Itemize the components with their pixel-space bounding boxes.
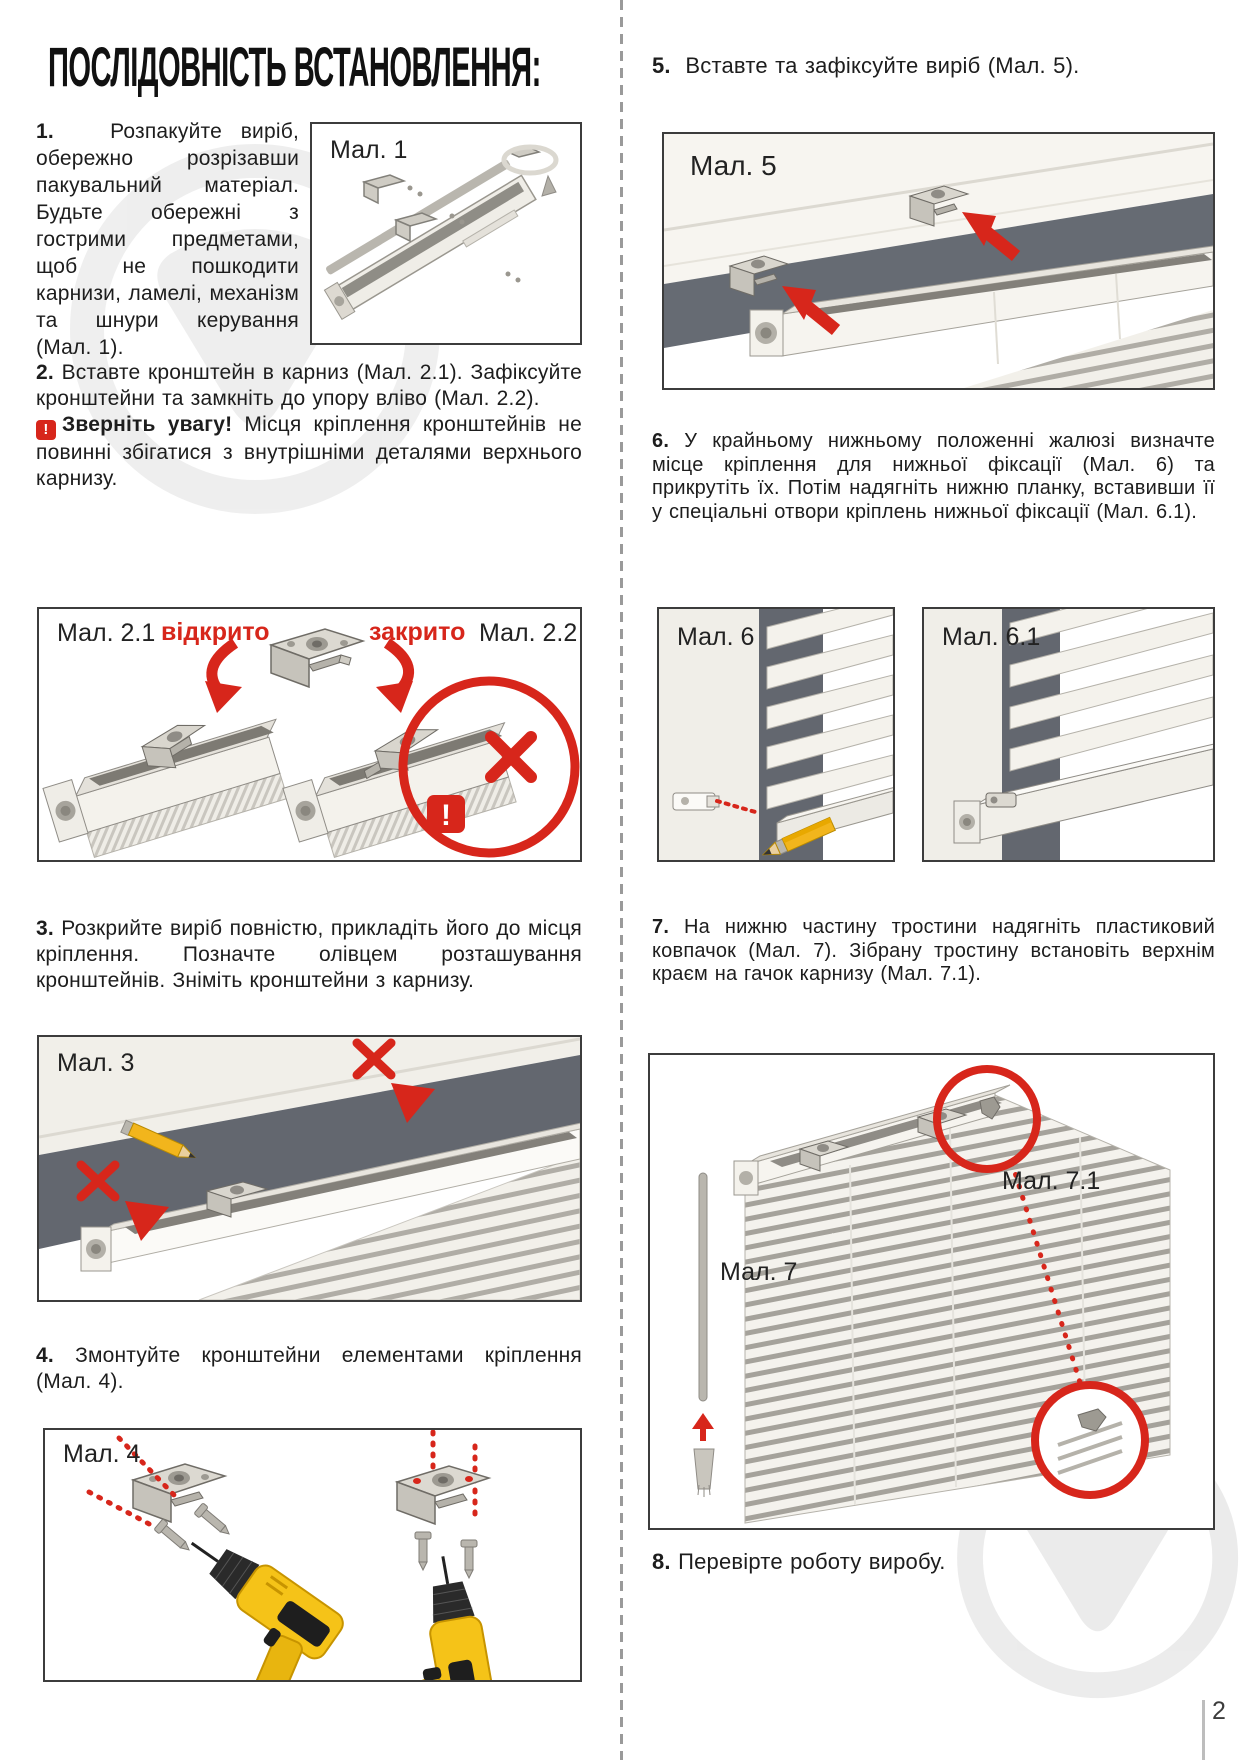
figure-3-label: Мал. 3	[57, 1049, 135, 1077]
figure-2-2-label: Мал. 2.2	[479, 619, 578, 647]
step-number: 6.	[652, 430, 670, 452]
page-number-bar	[1202, 1700, 1205, 1760]
figure-1-label: Мал. 1	[330, 136, 408, 164]
step-number: 7.	[652, 916, 670, 938]
figure-6	[657, 607, 895, 862]
figure-2-closed-label: закрито	[369, 618, 466, 646]
step-8-paragraph	[652, 1548, 1132, 1575]
figure-2	[37, 607, 582, 862]
step-text: Розкрийте виріб повністю, прикладіть його до місця кріплення. Позначте олівцем розташування кронштейнів. Зніміть кронштейни з карнизу.	[36, 917, 582, 992]
step-text: Змонтуйте кронштейни елементами кріплення (Мал. 4).	[36, 1344, 582, 1393]
figure-1	[310, 122, 582, 345]
figure-6-1	[922, 607, 1215, 862]
step-text: У крайньому нижньому положенні жалюзі визначте місце кріплення для нижньої фіксації (Мал. 6) та прикрутіть їх. Потім надягніть нижню планку, вставивши її у спеціальні отвори кріплень нижньої фіксації (Мал. 6.1).	[652, 430, 1215, 523]
figure-5	[662, 132, 1215, 390]
warning-note	[36, 412, 582, 492]
step-3-paragraph	[36, 916, 582, 994]
step-number: 5.	[652, 53, 671, 78]
figure-4-label: Мал. 4	[63, 1440, 141, 1468]
step-2-paragraph	[36, 360, 582, 492]
figure-4	[43, 1428, 582, 1682]
page-number: 2	[1212, 1697, 1226, 1725]
step-text: Вставте та зафіксуйте виріб (Мал. 5).	[685, 53, 1080, 78]
step-4-paragraph	[36, 1343, 582, 1395]
warning-icon: !	[36, 420, 56, 440]
step-number: 3.	[36, 917, 54, 940]
figure-6-1-label: Мал. 6.1	[942, 623, 1041, 651]
step-text: Перевірте роботу виробу.	[678, 1549, 946, 1574]
figure-2-open-label: відкрито	[161, 618, 270, 646]
figure-7-illustration	[650, 1055, 1213, 1528]
figure-7-1-callout-label: Мал. 7.1	[1002, 1167, 1101, 1195]
step-number: 1.	[36, 120, 54, 143]
warning-label: Зверніть увагу!	[62, 413, 233, 436]
page-title: ПОСЛІДОВНІСТЬ ВСТАНОВЛЕННЯ:	[48, 35, 541, 98]
step-text: Розпакуйте виріб, обережно розрізавши пакувальний матеріал. Будьте обережні з гострими предметами, щоб не пошкодити карнизи, ламелі, механізм та шнури керування (Мал. 1).	[36, 120, 299, 359]
step-number: 4.	[36, 1344, 54, 1367]
column-divider	[620, 0, 623, 1760]
warning-text: Місця кріплення кронштейнів не повинні збігатися з внутрішніми деталями верхнього карнизу.	[36, 413, 582, 490]
step-text: На нижню частину тростини надягніть пластиковий ковпачок (Мал. 7). Зібрану тростину встановіть верхнім краєм на гачок карнизу (Мал. 7.1).	[652, 916, 1215, 985]
alert-exclamation-icon: !	[441, 799, 451, 832]
figure-2-1-label: Мал. 2.1	[57, 619, 156, 647]
figure-7-label: Мал. 7	[720, 1258, 798, 1286]
step-5-paragraph	[652, 52, 1212, 79]
figure-3	[37, 1035, 582, 1302]
step-6-paragraph	[652, 430, 1215, 524]
figure-5-label: Мал. 5	[690, 150, 777, 181]
step-number: 2.	[36, 361, 54, 384]
step-text: Вставте кронштейн в карниз (Мал. 2.1). Зафіксуйте кронштейни та замкніть до упору вліво (Мал. 2.2).	[36, 361, 582, 410]
figure-6-label: Мал. 6	[677, 623, 755, 651]
step-7-paragraph	[652, 916, 1215, 987]
step-1-paragraph	[36, 118, 299, 361]
step-number: 8.	[652, 1549, 671, 1574]
figure-7	[648, 1053, 1215, 1530]
